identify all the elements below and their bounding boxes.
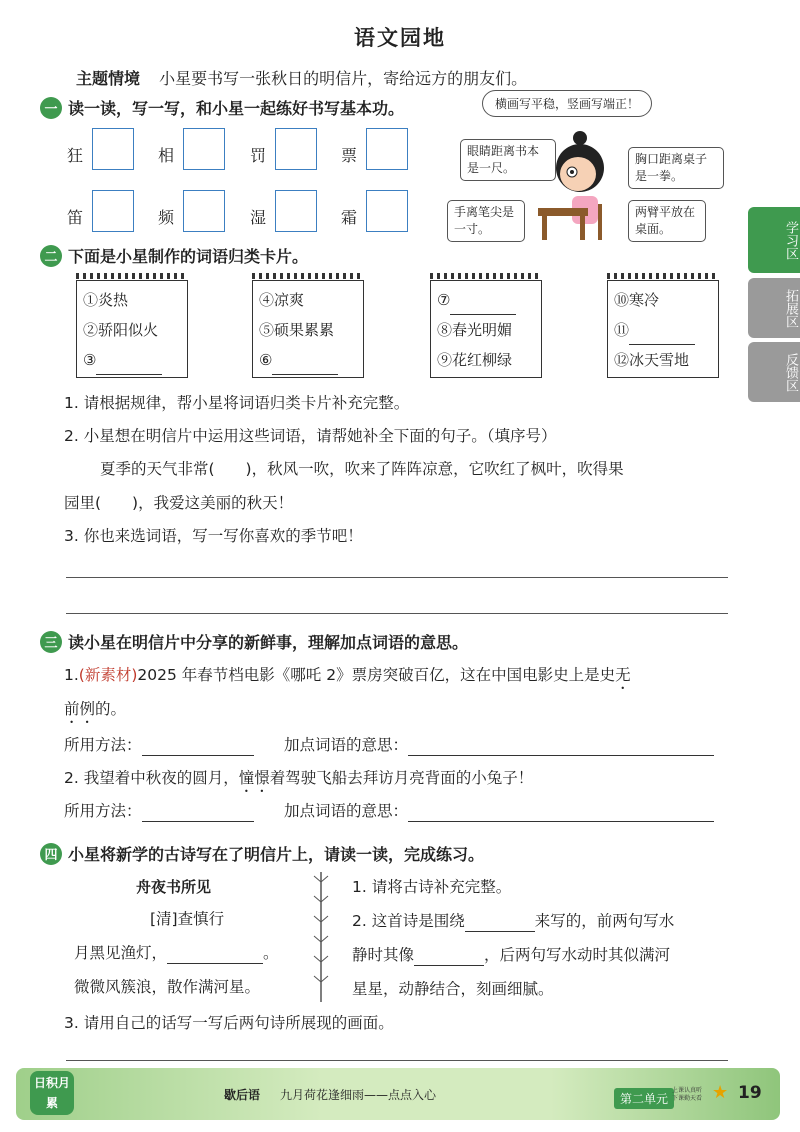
section-badge: 一 xyxy=(40,97,62,119)
card-item: ②骄阳似火 xyxy=(83,321,159,339)
wheat-divider xyxy=(310,872,332,1002)
page-number: 19 xyxy=(738,1083,762,1103)
practice-char: 湿 xyxy=(250,208,267,227)
writing-grid[interactable] xyxy=(92,190,134,232)
footer-label: 歇后语 xyxy=(224,1088,261,1102)
writing-grid[interactable] xyxy=(366,128,408,170)
practice-char: 频 xyxy=(158,208,175,227)
star-icon: ★ xyxy=(712,1082,729,1103)
unit-label: 第二单元 xyxy=(614,1088,674,1109)
sentence-blank[interactable]: 园里( )，我爱这美丽的秋天！ xyxy=(64,494,294,512)
section-4-heading xyxy=(40,842,484,865)
practice-char: 票 xyxy=(341,146,358,165)
poem-author: [清]查慎行 xyxy=(150,910,225,928)
practice-char: 狂 xyxy=(67,146,84,165)
practice-char: 笛 xyxy=(67,208,84,227)
card-item: ①炎热 xyxy=(83,291,129,309)
poem-title: 舟夜书所见 xyxy=(136,878,212,896)
question-text: 前例的。 xyxy=(64,700,127,718)
student-writing-illustration xyxy=(528,126,618,244)
theme-label: 主题情境 xyxy=(76,69,141,88)
section-badge: 四 xyxy=(40,843,62,865)
word-card xyxy=(252,280,364,378)
question-text: 1. 请将古诗补充完整。 xyxy=(352,878,512,896)
section-1-heading xyxy=(40,96,404,119)
footer-saying: 九月荷花逢细雨——点点入心 xyxy=(280,1088,437,1102)
section-1-title: 读一读，写一写，和小星一起练好书写基本功。 xyxy=(68,99,405,118)
card-item[interactable]: ③ xyxy=(83,345,181,375)
daily-accumulation-badge: 日积月累 xyxy=(30,1071,74,1115)
method-field[interactable]: 所用方法： xyxy=(64,800,254,822)
section-2-heading xyxy=(40,244,308,267)
card-item: ⑩寒冷 xyxy=(614,291,660,309)
card-item: ⑨花红柳绿 xyxy=(437,351,513,369)
word-card xyxy=(430,280,542,378)
section-badge: 二 xyxy=(40,245,62,267)
writing-grid[interactable] xyxy=(275,128,317,170)
tab-feedback[interactable]: 反馈区 xyxy=(748,342,800,402)
unit-sub: 上课认真听 下课勤天看 xyxy=(672,1087,703,1102)
posture-tip: 眼睛距离书本是一尺。 xyxy=(460,139,556,181)
practice-char: 霜 xyxy=(341,208,358,227)
new-material-tag: (新素材) xyxy=(78,666,138,684)
question-text: 1.(新素材)2025 年春节档电影《哪吒 2》票房突破百亿，这在中国电影史上是史无 xyxy=(64,666,631,684)
theme-text: 小星要书写一张秋日的明信片，寄给远方的朋友们。 xyxy=(159,69,528,88)
card-binding xyxy=(252,273,364,279)
poem-line-1[interactable]: 月黑见渔灯， 。 xyxy=(74,944,279,962)
word-card xyxy=(607,280,719,378)
card-binding xyxy=(76,273,188,279)
tab-study[interactable]: 学习区 xyxy=(748,207,800,273)
question-text: 3. 你也来选词语，写一写你喜欢的季节吧！ xyxy=(64,527,363,545)
section-3-title: 读小星在明信片中分享的新鲜事，理解加点词语的意思。 xyxy=(68,633,469,652)
card-binding xyxy=(430,273,542,279)
theme-context xyxy=(76,66,527,89)
tab-extend[interactable]: 拓展区 xyxy=(748,278,800,338)
writing-grid[interactable] xyxy=(366,190,408,232)
page-title: 语文园地 xyxy=(354,26,446,50)
word-card xyxy=(76,280,188,378)
card-item: ④凉爽 xyxy=(259,291,305,309)
question-text: 2. 我望着中秋夜的圆月，憧憬着驾驶飞船去拜访月亮背面的小兔子！ xyxy=(64,769,534,787)
section-3-heading xyxy=(40,630,468,653)
meaning-field[interactable]: 加点词语的意思： xyxy=(284,734,714,756)
writing-grid[interactable] xyxy=(275,190,317,232)
card-binding xyxy=(607,273,719,279)
practice-char: 罚 xyxy=(250,146,267,165)
answer-line[interactable] xyxy=(66,577,728,578)
writing-grid[interactable] xyxy=(92,128,134,170)
card-item: ⑤硕果累累 xyxy=(259,321,335,339)
posture-tip: 手离笔尖是一寸。 xyxy=(447,200,525,242)
poem-line-2: 微微风簇浪，散作满河星。 xyxy=(74,978,261,996)
sentence-blank[interactable]: 夏季的天气非常( )，秋风一吹，吹来了阵阵凉意，它吹红了枫叶，吹得果 xyxy=(100,460,624,478)
writing-grid[interactable] xyxy=(183,190,225,232)
speech-bubble: 横画写平稳，竖画写端正！ xyxy=(482,90,652,117)
question-text: 3. 请用自己的话写一写后两句诗所展现的画面。 xyxy=(64,1014,394,1032)
card-item[interactable]: ⑥ xyxy=(259,345,357,375)
method-field[interactable]: 所用方法： xyxy=(64,734,254,756)
posture-tip: 两臂平放在桌面。 xyxy=(628,200,706,242)
section-4-title: 小星将新学的古诗写在了明信片上，请读一读，完成练习。 xyxy=(68,845,485,864)
question-text: 1. 请根据规律，帮小星将词语归类卡片补充完整。 xyxy=(64,394,410,412)
writing-grid[interactable] xyxy=(183,128,225,170)
card-item: ⑧春光明媚 xyxy=(437,321,513,339)
practice-char: 相 xyxy=(158,146,175,165)
answer-line[interactable] xyxy=(66,1060,728,1061)
question-blank[interactable]: 2. 这首诗是围绕 来写的，前两句写水 xyxy=(352,912,675,930)
answer-line[interactable] xyxy=(66,613,728,614)
question-blank[interactable]: 静时其像 ，后两句写水动时其似满河 xyxy=(352,946,671,964)
section-2-title: 下面是小星制作的词语归类卡片。 xyxy=(68,247,309,266)
card-item: ⑫冰天雪地 xyxy=(614,351,690,369)
meaning-field[interactable]: 加点词语的意思： xyxy=(284,800,714,822)
posture-tip: 胸口距离桌子是一拳。 xyxy=(628,147,724,189)
card-item[interactable]: ⑦ xyxy=(437,285,535,315)
section-badge: 三 xyxy=(40,631,62,653)
question-text: 星星，动静结合，刻画细腻。 xyxy=(352,980,554,998)
card-item[interactable]: ⑪ xyxy=(614,315,712,345)
question-text: 2. 小星想在明信片中运用这些词语，请帮她补全下面的句子。（填序号） xyxy=(64,427,557,445)
